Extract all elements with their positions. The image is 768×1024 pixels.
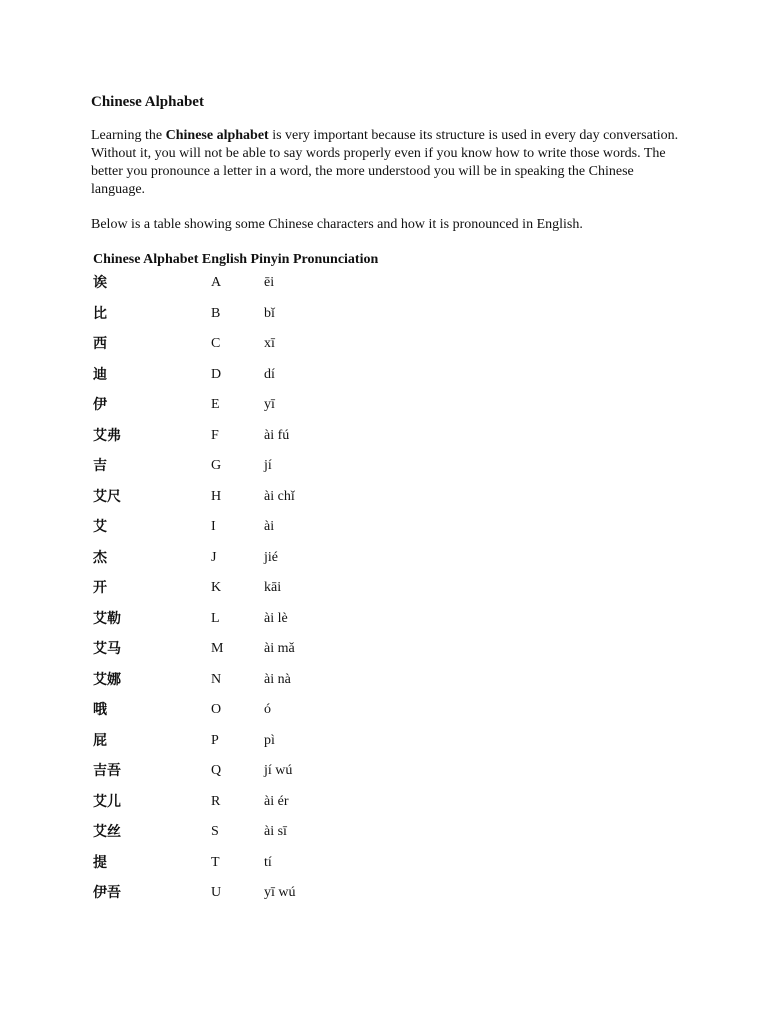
pinyin-cell: dí <box>264 366 275 382</box>
english-letter-cell: A <box>211 275 222 290</box>
pinyin-cell: ài chǐ <box>264 488 295 504</box>
english-letter-cell: N <box>211 671 222 687</box>
chinese-character-cell: 艾儿 <box>93 793 121 810</box>
english-letter-cell: M <box>211 641 224 656</box>
english-letter-cell: H <box>211 488 222 504</box>
table-row <box>93 426 681 457</box>
chinese-character-cell: 提 <box>93 854 107 871</box>
intro-text-bold: Chinese alphabet <box>165 128 269 143</box>
table-row <box>93 700 681 731</box>
pinyin-cell: ài <box>264 519 275 534</box>
pinyin-cell: ài sī <box>264 824 287 839</box>
pinyin-cell: ài mǎ <box>264 641 295 656</box>
english-letter-cell: P <box>211 732 219 748</box>
pinyin-cell: yī <box>264 397 275 412</box>
english-letter-cell: L <box>211 610 220 626</box>
intro-text-after: is very important because its structure is used in every day conversation. Without it, you will not be able to say words properly even if you know how to write those words. The better you pronounce a letter in a word, the more understood you will be in speaking the Chinese language. <box>91 128 679 197</box>
english-letter-cell: K <box>211 580 222 595</box>
table-row <box>93 456 681 487</box>
table-row <box>93 792 681 823</box>
english-letter-cell: T <box>211 854 220 870</box>
table-row <box>93 304 681 335</box>
chinese-character-cell: 西 <box>93 336 107 352</box>
chinese-character-cell: 屁 <box>93 732 107 749</box>
table-row <box>93 883 681 914</box>
pinyin-cell: jié <box>264 549 278 565</box>
pinyin-cell: jí wú <box>264 763 293 778</box>
chinese-character-cell: 艾弗 <box>93 427 121 444</box>
table-row <box>93 822 681 853</box>
english-letter-cell: Q <box>211 763 222 778</box>
pinyin-cell: ài fú <box>264 427 290 443</box>
pinyin-cell: ài nà <box>264 671 291 687</box>
english-letter-cell: I <box>211 519 216 534</box>
alphabet-table <box>93 251 681 914</box>
table-row <box>93 273 681 304</box>
chinese-character-cell: 吉 <box>93 458 107 474</box>
chinese-character-cell: 开 <box>93 580 107 596</box>
table-row <box>93 639 681 670</box>
chinese-character-cell: 艾娜 <box>93 671 121 688</box>
pinyin-cell: pì <box>264 732 275 748</box>
table-header: Chinese Alphabet English Pinyin Pronunciation <box>93 252 379 267</box>
table-row <box>93 731 681 762</box>
intro-text-before: Learning the <box>91 128 166 143</box>
table-row <box>93 395 681 426</box>
chinese-character-cell: 杰 <box>93 549 107 566</box>
pinyin-cell: ài lè <box>264 610 288 626</box>
english-letter-cell: F <box>211 427 219 443</box>
table-row <box>93 578 681 609</box>
chinese-character-cell: 哦 <box>93 702 107 718</box>
english-letter-cell: J <box>211 549 217 565</box>
pinyin-cell: kāi <box>264 580 282 595</box>
pinyin-cell: jí <box>264 458 272 473</box>
table-row <box>93 365 681 396</box>
english-letter-cell: D <box>211 366 222 382</box>
chinese-character-cell: 吉吾 <box>93 763 121 779</box>
table-intro-paragraph: Below is a table showing some Chinese characters and how it is pronounced in English. <box>91 217 583 232</box>
pinyin-cell: yī wú <box>264 885 296 900</box>
english-letter-cell: R <box>211 793 221 809</box>
english-letter-cell: G <box>211 458 222 473</box>
table-row <box>93 548 681 579</box>
pinyin-cell: xī <box>264 336 275 351</box>
english-letter-cell: O <box>211 702 222 717</box>
chinese-character-cell: 迪 <box>93 366 107 383</box>
chinese-character-cell: 艾 <box>93 519 107 535</box>
document-page <box>91 92 681 914</box>
table-row <box>93 334 681 365</box>
table-row <box>93 517 681 548</box>
chinese-character-cell: 伊 <box>93 397 107 413</box>
chinese-character-cell: 艾丝 <box>93 824 121 840</box>
pinyin-cell: tí <box>264 854 272 870</box>
english-letter-cell: E <box>211 397 220 412</box>
table-row <box>93 670 681 701</box>
table-row <box>93 853 681 884</box>
table-body <box>93 273 681 914</box>
document-title: Chinese Alphabet <box>91 94 204 110</box>
chinese-character-cell: 伊吾 <box>93 885 121 901</box>
pinyin-cell: ó <box>264 702 271 717</box>
pinyin-cell: ài ér <box>264 793 289 809</box>
chinese-character-cell: 艾勒 <box>93 610 121 627</box>
intro-paragraph <box>91 127 681 199</box>
english-letter-cell: U <box>211 885 222 900</box>
pinyin-cell: bǐ <box>264 305 275 321</box>
english-letter-cell: C <box>211 336 221 351</box>
chinese-character-cell: 比 <box>93 305 107 322</box>
chinese-character-cell: 艾马 <box>93 641 121 657</box>
chinese-character-cell: 诶 <box>93 275 107 291</box>
table-row <box>93 487 681 518</box>
chinese-character-cell: 艾尺 <box>93 488 121 505</box>
english-letter-cell: B <box>211 305 221 321</box>
table-row <box>93 609 681 640</box>
english-letter-cell: S <box>211 824 219 839</box>
pinyin-cell: ēi <box>264 275 275 290</box>
table-row <box>93 761 681 792</box>
